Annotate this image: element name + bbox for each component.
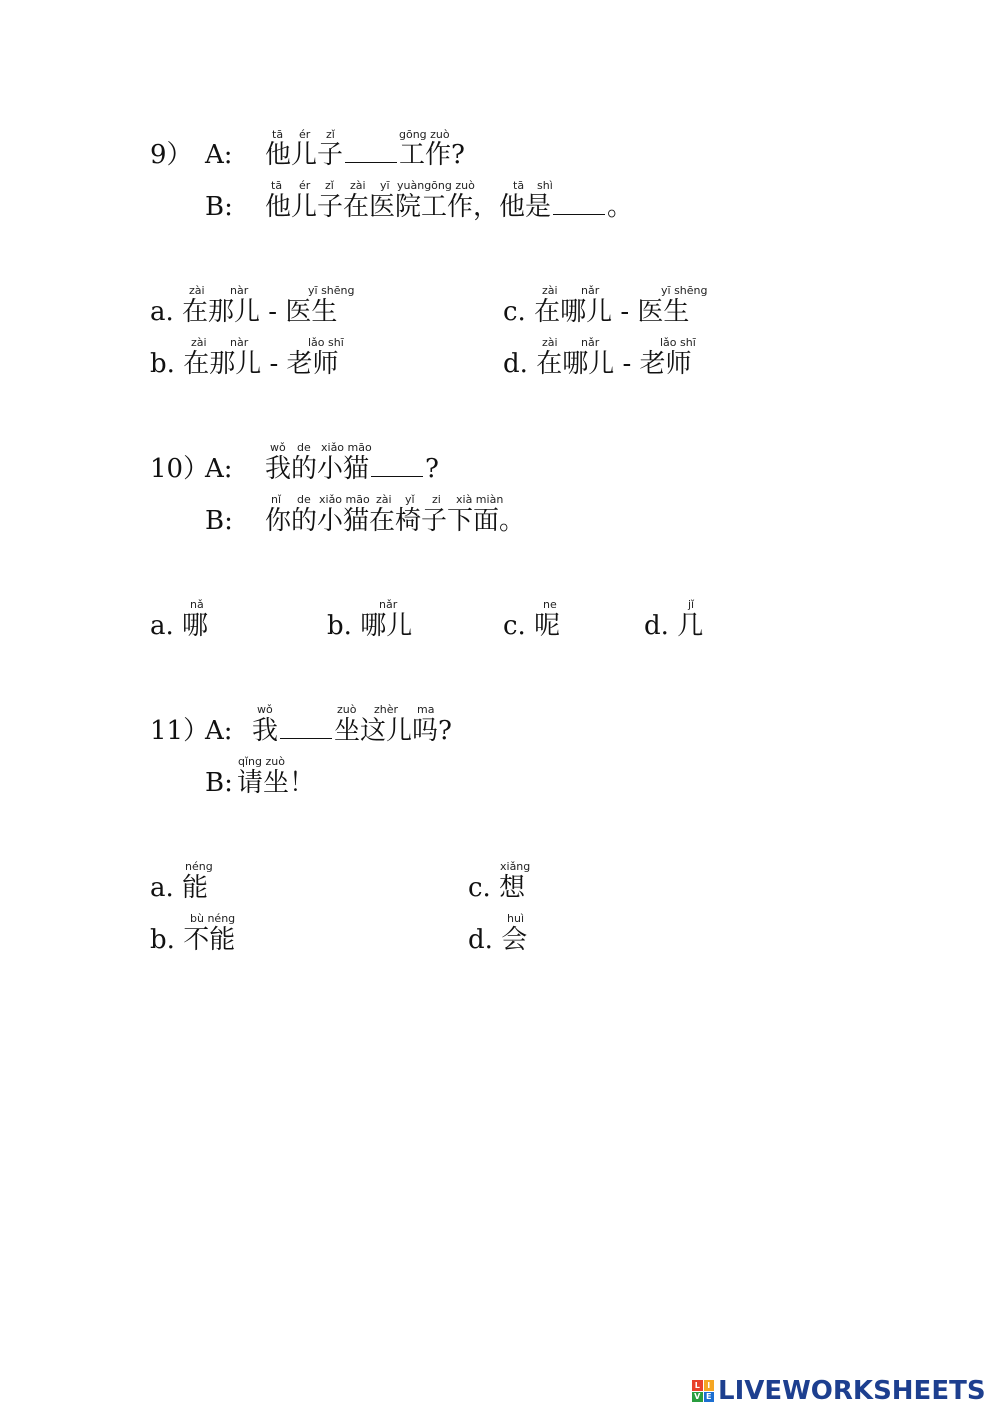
pinyin: yī bbox=[380, 179, 390, 192]
pinyin: de bbox=[297, 441, 311, 454]
pinyin: yī shēng bbox=[661, 284, 708, 297]
line-b: 请坐！ bbox=[237, 768, 316, 798]
pinyin: ma bbox=[417, 703, 435, 716]
speaker-b-label: B: bbox=[205, 768, 233, 798]
option-b[interactable]: b. 不能 bbox=[150, 925, 236, 955]
pinyin: tā bbox=[513, 179, 525, 192]
pinyin: zǐ bbox=[326, 128, 335, 141]
option-a[interactable]: a. 能 bbox=[150, 873, 209, 903]
pinyin: zài bbox=[376, 493, 392, 506]
option-d[interactable]: d. 几 bbox=[644, 611, 704, 641]
option-a[interactable]: a. 在那儿 - 医生 bbox=[150, 297, 338, 327]
option-d[interactable]: d. 会 bbox=[468, 925, 528, 955]
option-c[interactable]: c. 在哪儿 - 医生 bbox=[503, 297, 690, 327]
option-b[interactable]: b. 在那儿 - 老师 bbox=[150, 349, 339, 379]
pinyin: nǎr bbox=[581, 336, 600, 349]
pinyin: zài bbox=[542, 336, 558, 349]
question-number: 9） bbox=[150, 140, 193, 170]
pinyin: tā bbox=[271, 179, 283, 192]
logo-text: LIVEWORKSHEETS bbox=[718, 1376, 986, 1406]
logo-cell: I bbox=[704, 1380, 715, 1391]
pinyin: gōng zuò bbox=[399, 128, 450, 141]
pinyin: de bbox=[297, 493, 311, 506]
pinyin: tā bbox=[272, 128, 284, 141]
speaker-b-label: B: bbox=[205, 192, 233, 222]
option-c[interactable]: c. 呢 bbox=[503, 611, 561, 641]
pinyin: zhèr bbox=[374, 703, 399, 716]
pinyin: jǐ bbox=[688, 598, 695, 611]
pinyin: xiǎng bbox=[500, 860, 531, 873]
answer-blank[interactable] bbox=[553, 192, 605, 215]
option-d[interactable]: d. 在哪儿 - 老师 bbox=[503, 349, 692, 379]
pinyin: zài bbox=[350, 179, 366, 192]
pinyin: wǒ bbox=[270, 441, 286, 454]
speaker-a-label: A: bbox=[205, 454, 233, 484]
option-a[interactable]: a. 哪 bbox=[150, 611, 209, 641]
pinyin: zài bbox=[189, 284, 205, 297]
line-a: 我的小猫 ? bbox=[265, 454, 439, 484]
option-b[interactable]: b. 哪儿 bbox=[327, 611, 413, 641]
pinyin: nǎr bbox=[581, 284, 600, 297]
line-a: 我 坐这儿吗? bbox=[252, 716, 452, 746]
pinyin: yī shēng bbox=[308, 284, 355, 297]
pinyin: nǐ bbox=[271, 493, 282, 506]
pinyin: xiǎo māo bbox=[319, 493, 370, 506]
pinyin: yǐ bbox=[405, 493, 415, 506]
logo-cell: V bbox=[692, 1392, 703, 1403]
question-number: 10） bbox=[150, 454, 210, 484]
pinyin: yuàngōng zuò bbox=[397, 179, 475, 192]
pinyin: ér bbox=[299, 128, 311, 141]
speaker-a-label: A: bbox=[205, 716, 233, 746]
pinyin: xià miàn bbox=[456, 493, 504, 506]
line-b: 你的小猫在椅子下面。 bbox=[265, 506, 526, 536]
pinyin: néng bbox=[185, 860, 213, 873]
answer-blank[interactable] bbox=[371, 454, 423, 477]
pinyin: zi bbox=[432, 493, 441, 506]
pinyin: lǎo shī bbox=[660, 336, 696, 349]
logo-mark-icon bbox=[692, 1380, 714, 1402]
pinyin: nǎr bbox=[379, 598, 398, 611]
pinyin: shì bbox=[537, 179, 553, 192]
logo-cell: L bbox=[692, 1380, 703, 1391]
pinyin: lǎo shī bbox=[308, 336, 344, 349]
line-a: 他儿子 工作? bbox=[265, 140, 465, 170]
logo-cell: E bbox=[704, 1392, 715, 1403]
liveworksheets-logo bbox=[692, 1376, 986, 1406]
pinyin: zuò bbox=[337, 703, 357, 716]
pinyin: qǐng zuò bbox=[238, 755, 285, 768]
pinyin: zài bbox=[191, 336, 207, 349]
pinyin: wǒ bbox=[257, 703, 273, 716]
speaker-b-label: B: bbox=[205, 506, 233, 536]
pinyin: huì bbox=[507, 912, 524, 925]
option-c[interactable]: c. 想 bbox=[468, 873, 526, 903]
pinyin: bù néng bbox=[190, 912, 236, 925]
pinyin: ér bbox=[299, 179, 311, 192]
answer-blank[interactable] bbox=[280, 716, 332, 739]
pinyin: nǎ bbox=[190, 598, 204, 611]
pinyin: nàr bbox=[230, 336, 249, 349]
answer-blank[interactable] bbox=[345, 140, 397, 163]
pinyin: zài bbox=[542, 284, 558, 297]
pinyin: nàr bbox=[230, 284, 249, 297]
pinyin: ne bbox=[543, 598, 557, 611]
speaker-a-label: A: bbox=[205, 140, 233, 170]
pinyin: zǐ bbox=[325, 179, 334, 192]
line-b: 他儿子在医院工作，他是 。 bbox=[265, 192, 634, 222]
pinyin: xiǎo māo bbox=[321, 441, 372, 454]
question-number: 11） bbox=[150, 716, 210, 746]
